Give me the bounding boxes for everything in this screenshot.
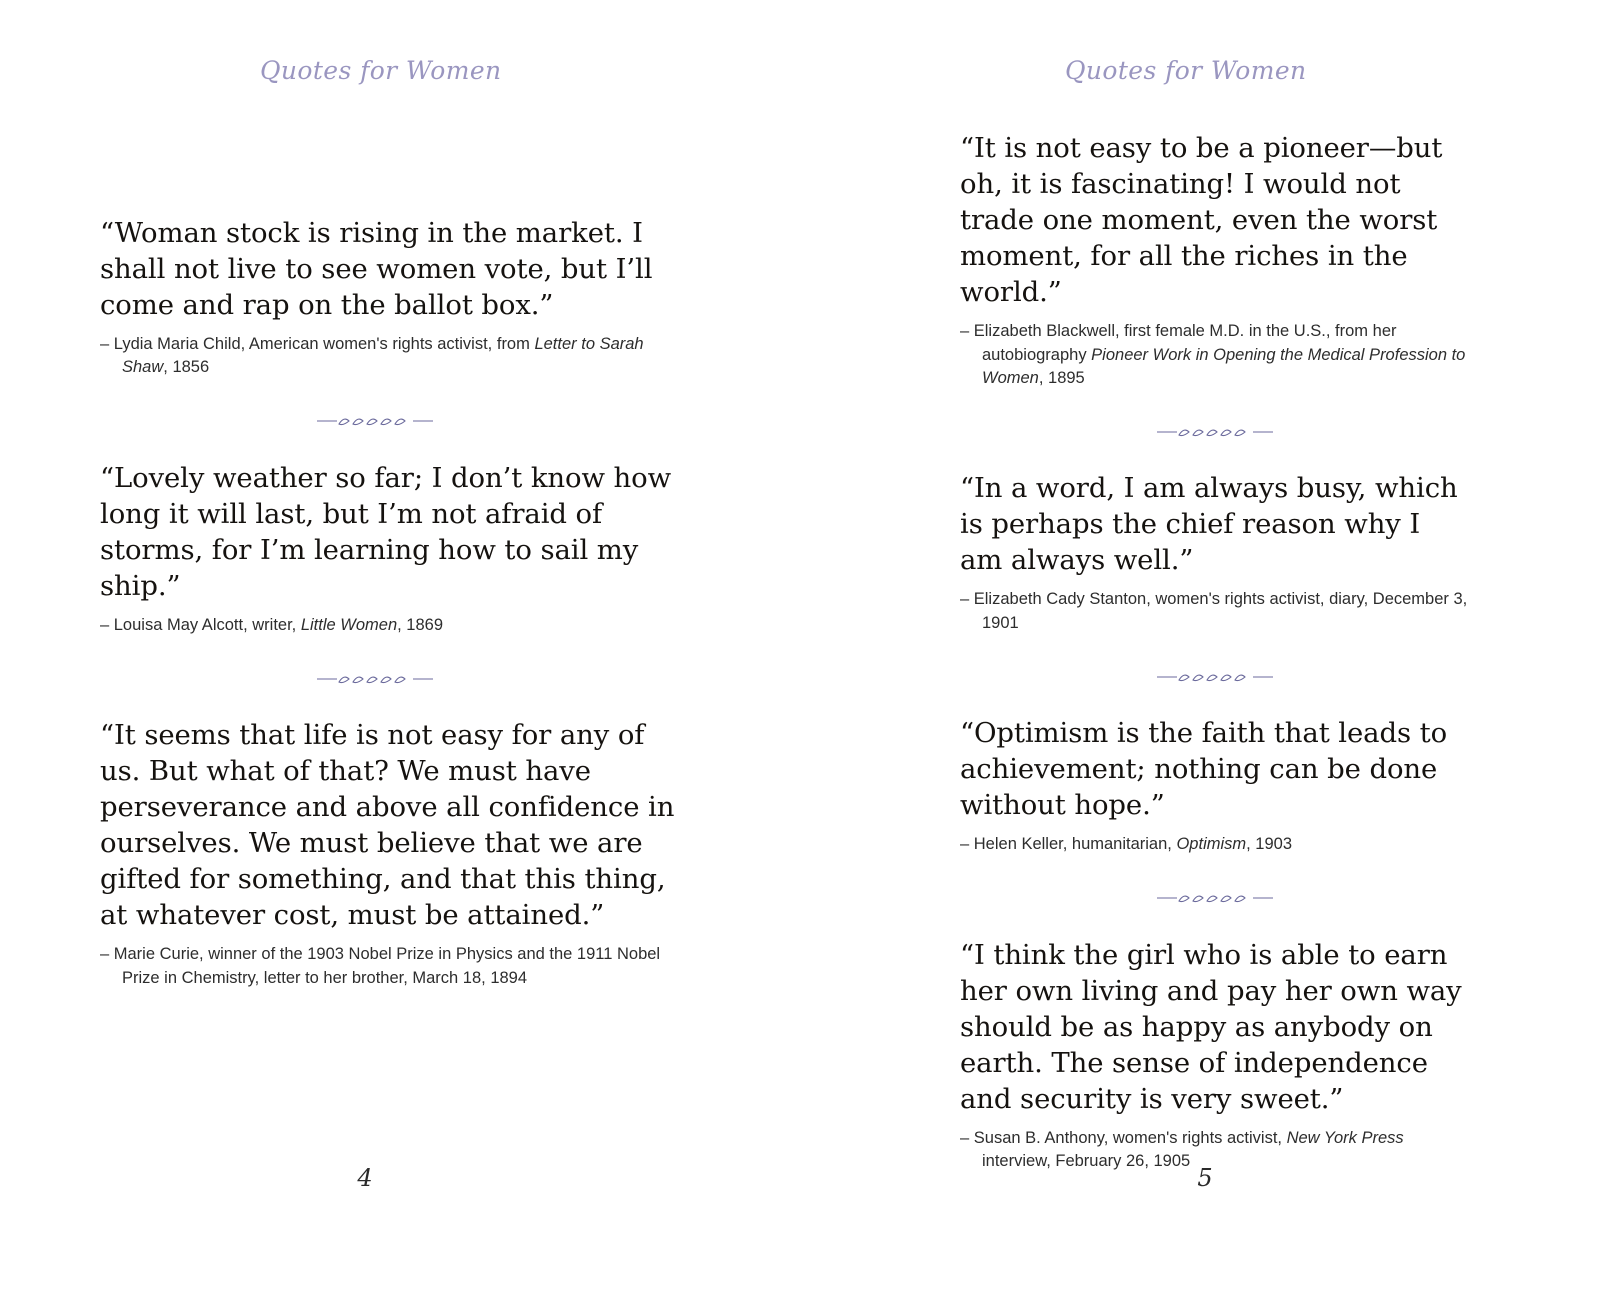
quote-text: “It is not easy to be a pioneer—but oh, it is fascinating! I would not trade one moment, even the worst moment, for all the riches in the world.” (960, 132, 1443, 309)
attribution-title: Letter to Sarah Shaw (122, 335, 644, 377)
quote-attribution (100, 333, 680, 380)
attribution-post: , 1895 (1038, 368, 1085, 387)
quote-text: “Optimism is the faith that leads to achievement; nothing can be done without hope.” (960, 717, 1448, 822)
page-right (800, 0, 1600, 1300)
quote-block (960, 715, 1470, 856)
ornament-flourish-icon (960, 887, 1470, 909)
quote-text: “It seems that life is not easy for any of us. But what of that? We must have perseverance and above all confidence in ourselves. We must believe that we are gifted for something, and that this thing, at whatever cost, must be attained.” (100, 719, 675, 932)
running-head-right: Quotes for Women (1065, 56, 1307, 85)
quote-list-left (100, 215, 680, 990)
page-number-left: 4 (357, 1164, 373, 1192)
attribution-pre: – Marie Curie, winner of the 1903 Nobel Prize in Physics and the 1911 Nobel Prize in Chemistry, letter to her brother, March 18, 1894 (100, 945, 661, 987)
attribution-pre: – Helen Keller, humanitarian, (960, 835, 1177, 854)
quote-block (960, 937, 1470, 1174)
attribution-pre: – Elizabeth Cady Stanton, women's rights activist, diary, December 3, 1901 (960, 590, 1468, 632)
running-head-left: Quotes for Women (260, 56, 502, 85)
attribution-post: , 1903 (1246, 835, 1293, 854)
quote-block (100, 460, 680, 637)
quote-attribution (100, 614, 680, 637)
attribution-title: Little Women (300, 615, 398, 634)
attribution-post: interview, February 26, 1905 (982, 1152, 1191, 1171)
quote-attribution (100, 943, 680, 990)
quote-attribution (960, 320, 1470, 390)
quote-text: “In a word, I am always busy, which is perhaps the chief reason why I am always well.” (960, 472, 1458, 577)
quote-text: “Lovely weather so far; I don’t know how long it will last, but I’m not afraid of storms, for I’m learning how to sail my ship.” (100, 461, 672, 602)
quote-block (960, 130, 1470, 390)
attribution-pre: – Elizabeth Blackwell, first female M.D. in the U.S., from her autobiography (960, 322, 1397, 364)
quote-text: “I think the girl who is able to earn her own living and pay her own way should be as happy as anybody on earth. The sense of independence and security is very sweet.” (960, 938, 1462, 1115)
quote-attribution (960, 833, 1470, 856)
quote-text: “Woman stock is rising in the market. I shall not live to see women vote, but I’ll come and rap on the ballot box.” (100, 217, 653, 322)
quote-attribution (960, 588, 1470, 635)
quote-block (100, 215, 680, 380)
attribution-title: Optimism (1176, 835, 1247, 854)
attribution-pre: – Susan B. Anthony, women's rights activist, (960, 1128, 1287, 1147)
quote-block (100, 717, 680, 990)
quote-list-right (960, 130, 1470, 1174)
quote-block (960, 470, 1470, 635)
ornament-flourish-icon (70, 667, 680, 689)
page-number-right: 5 (1197, 1164, 1213, 1192)
attribution-post: , 1856 (163, 358, 210, 377)
attribution-pre: – Louisa May Alcott, writer, (100, 615, 301, 634)
attribution-title: New York Press (1286, 1128, 1404, 1147)
attribution-post: , 1869 (397, 615, 444, 634)
attribution-title: Pioneer Work in Opening the Medical Profession to Women (982, 345, 1466, 387)
ornament-flourish-icon (70, 410, 680, 432)
ornament-flourish-icon (960, 665, 1470, 687)
attribution-pre: – Lydia Maria Child, American women's rights activist, from (100, 335, 535, 354)
ornament-flourish-icon (960, 420, 1470, 442)
